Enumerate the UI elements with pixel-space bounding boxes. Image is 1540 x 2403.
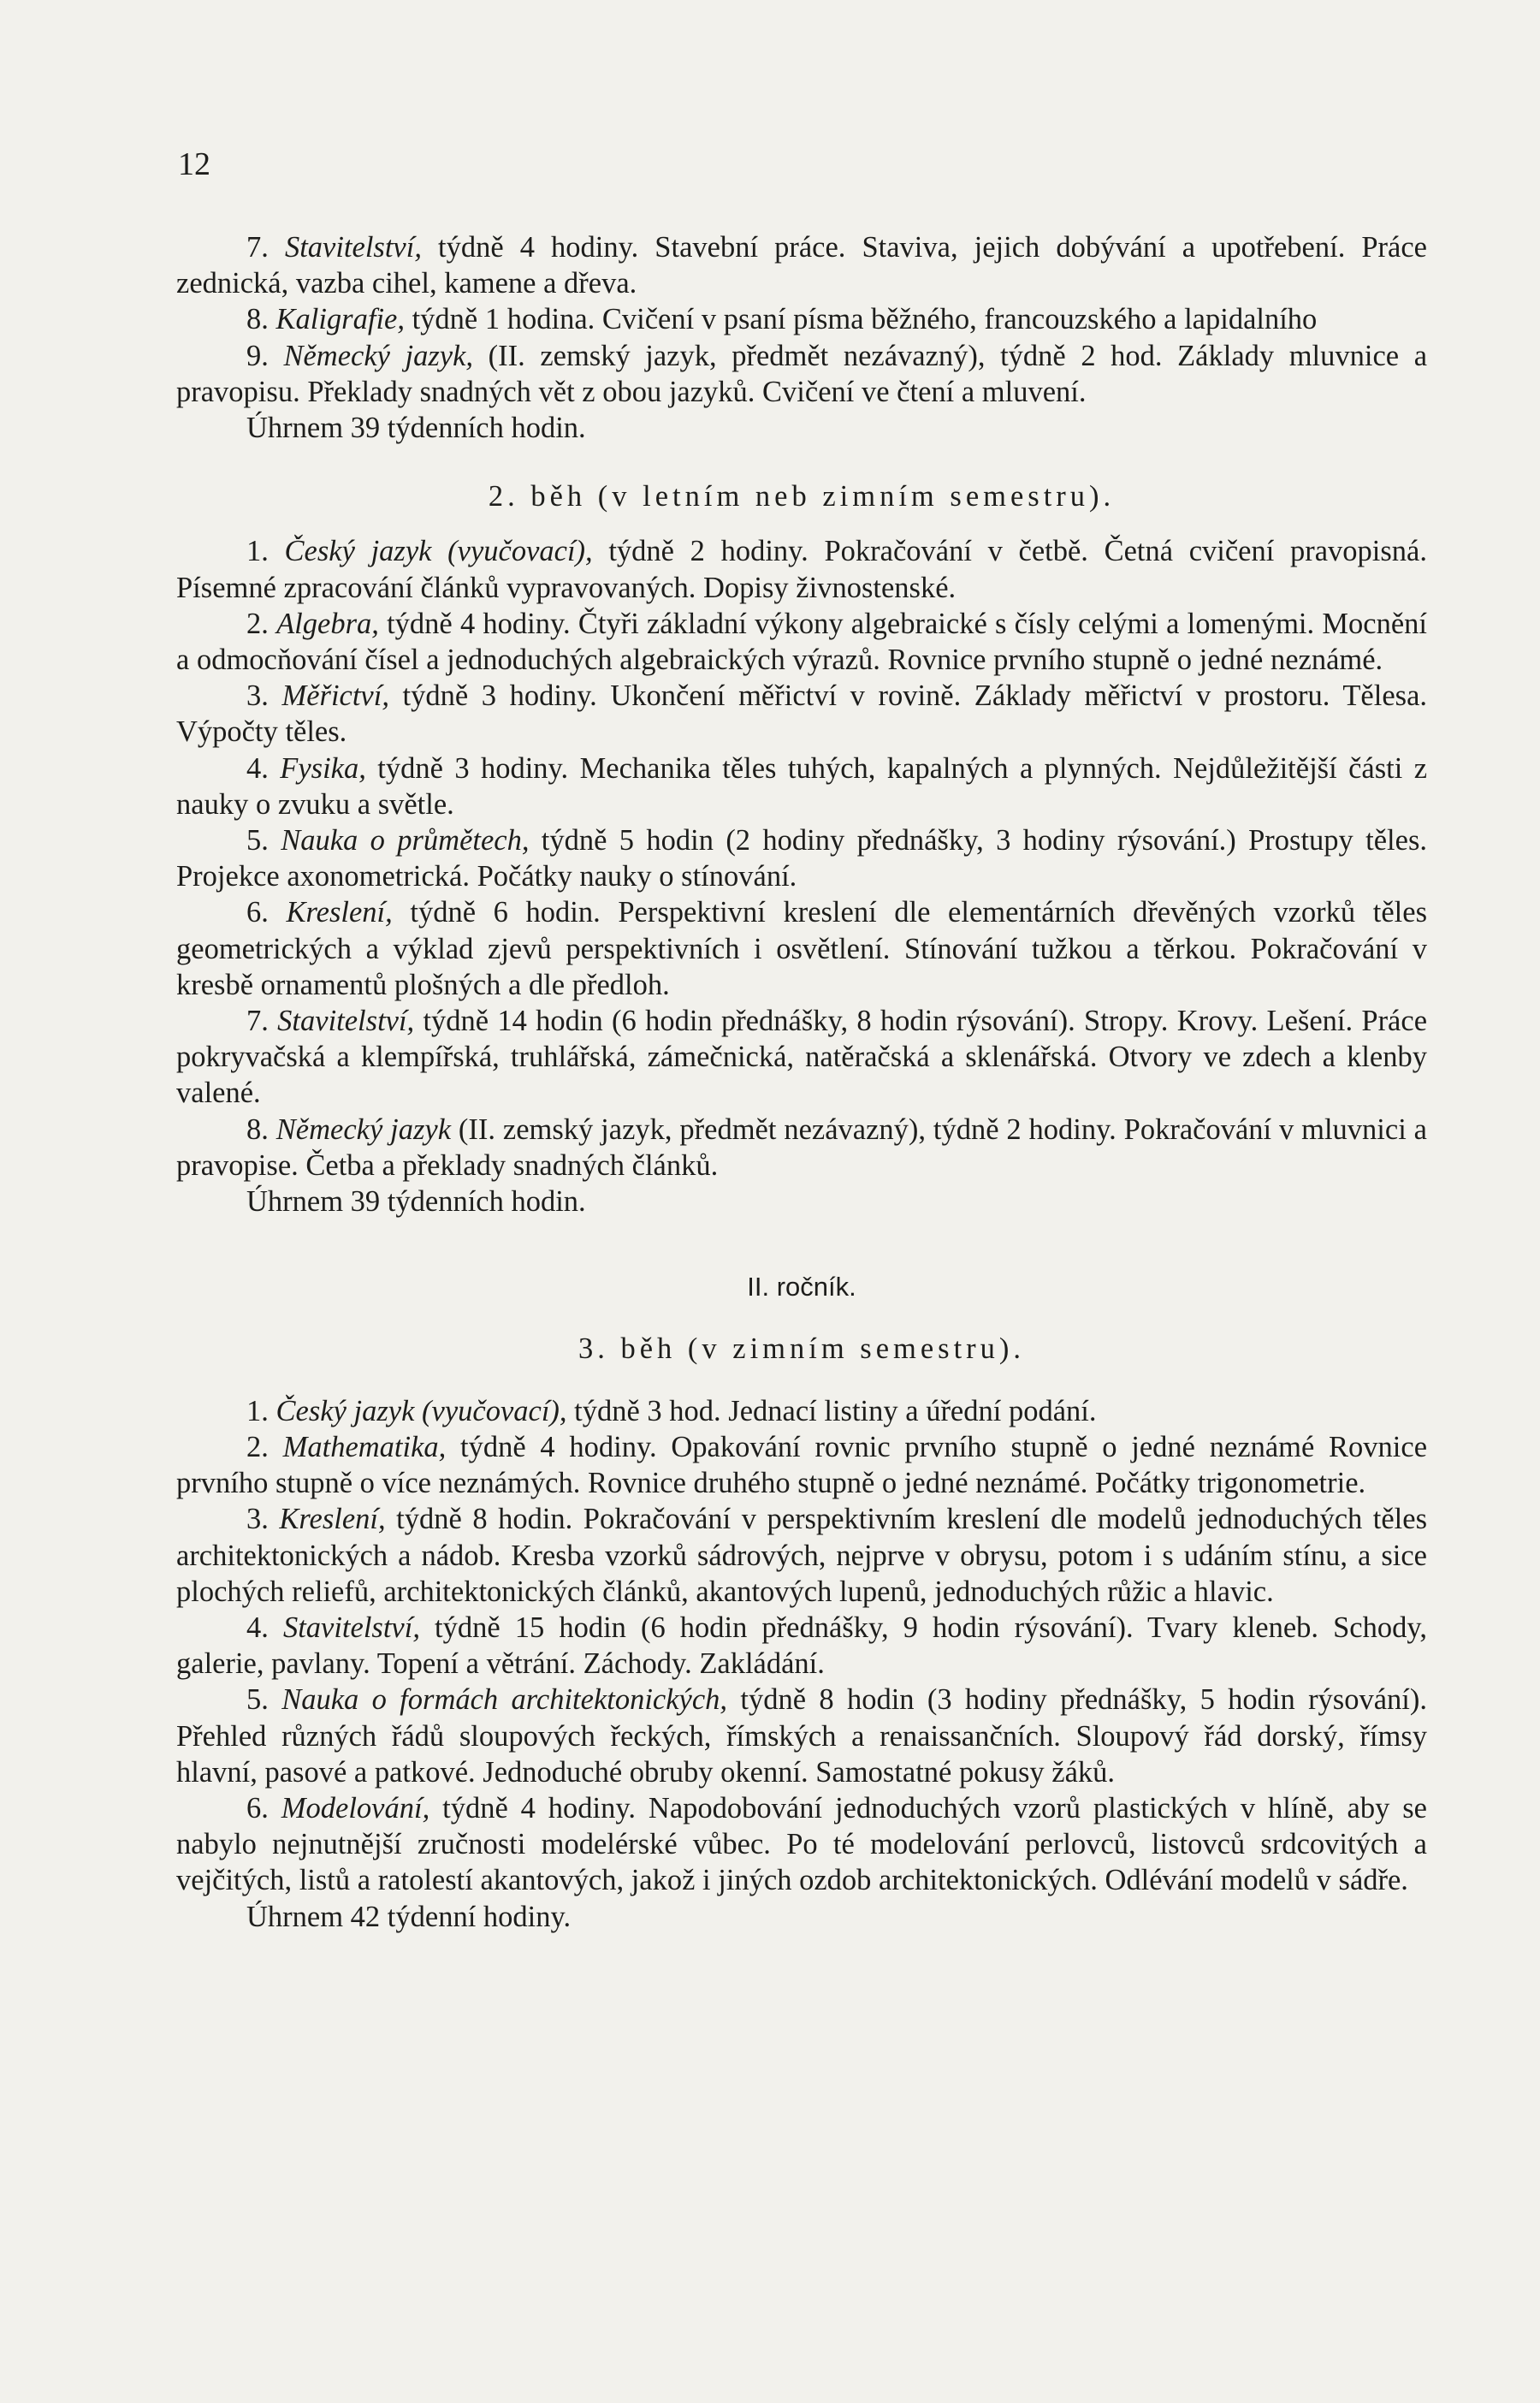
subject-name: Stavitelství,	[282, 1611, 420, 1644]
list-item: 9. Německý jazyk, (II. zemský jazyk, předmět nezávazný), týdně 2 hod. Základy mluvnice a pravopisu. Překlady snadných vět z obou jazyků. Cvičení ve čtení a mluvení.	[176, 339, 1428, 408]
section-2-list	[176, 533, 1427, 1219]
page-body	[176, 229, 1427, 1935]
weekly-total: Úhrnem 39 týdenních hodin.	[246, 1185, 586, 1219]
list-item: 3. Kreslení, týdně 8 hodin. Pokračování v perspektivním kreslení dle modelů jednoduchých těles architektonických a nádob. Kresba vzorků sádrových, nejprve v obrysu, potom i s udáním stínu, a sice plochých reliefů, architektonických článků, akantových lupenů, jednoduchých růžic a hlavic.	[176, 1503, 1428, 1608]
list-item: 8. Kaligrafie, týdně 1 hodina. Cvičení v psaní písma běžného, francouzského a lapidalního	[246, 303, 1318, 336]
subject-name: Nauka o formách architektonických,	[281, 1683, 728, 1717]
year-heading: II. ročník.	[747, 1272, 856, 1302]
subject-name: Německý jazyk,	[283, 339, 474, 372]
list-item: 8. Německý jazyk (II. zemský jazyk, předmět nezávazný), týdně 2 hodiny. Pokračování v mluvnici a pravopise. Četba a překlady snadných článků.	[176, 1112, 1427, 1182]
section-3-list	[176, 1393, 1427, 1935]
list-item: 3. Měřictví, týdně 3 hodiny. Ukončení měřictví v rovině. Základy měřictví v prostoru. Tělesa. Výpočty těles.	[176, 679, 1428, 749]
list-item: 4. Stavitelství, týdně 15 hodin (6 hodin přednášky, 9 hodin rýsování). Tvary kleneb. Schody, galerie, pavlany. Topení a větrání. Záchody. Zakládání.	[176, 1611, 1428, 1681]
subject-name: Stavitelství,	[277, 1005, 415, 1038]
subject-name: Nauka o průmětech,	[281, 824, 530, 857]
list-item: 4. Fysika, týdně 3 hodiny. Mechanika těles tuhých, kapalných a plynných. Nejdůležitější části z nauky o zvuku a světle.	[176, 751, 1428, 821]
page-number: 12	[178, 146, 210, 182]
list-item: 6. Kreslení, týdně 6 hodin. Perspektivní kreslení dle elementárních dřevěných vzorků těles geometrických a výklad zjevů perspektivních i osvětlení. Stínování tužkou a těrkou. Pokračování v kresbě ornamentů plošných a dle předloh.	[176, 896, 1428, 1001]
list-item: 2. Algebra, týdně 4 hodiny. Čtyři základní výkony algebraické s čísly celými a lomenými. Mocnění a odmocňování čísel a jednoduchých algebraických výrazů. Rovnice prvního stupně o jedné neznámé.	[176, 607, 1427, 677]
list-item: 5. Nauka o průmětech, týdně 5 hodin (2 hodiny přednášky, 3 hodiny rýsování.) Prostupy těles. Projekce axonometrická. Počátky nauky o stínování.	[176, 824, 1427, 893]
subject-name: Český jazyk (vyučovací),	[275, 1394, 567, 1427]
list-item: 5. Nauka o formách architektonických, týdně 8 hodin (3 hodiny přednášky, 5 hodin rýsování). Přehled různých řádů sloupových řeckých, římských a renaissančních. Sloupový řád dorský, římsy hlavní, pasové a patkové. Jednoduché obruby okenní. Samostatné pokusy žáků.	[176, 1683, 1427, 1789]
subject-name: Stavitelství,	[284, 231, 422, 264]
subject-name: Kreslení,	[286, 896, 393, 929]
subject-name: Modelování,	[281, 1791, 430, 1824]
subject-name: Kaligrafie,	[275, 303, 405, 336]
subject-name: Měřictví,	[281, 679, 389, 713]
list-item: 7. Stavitelství, týdně 4 hodiny. Stavební práce. Staviva, jejich dobývání a upotřebení. Práce zednická, vazba cihel, kamene a dřeva.	[176, 231, 1427, 300]
weekly-total: Úhrnem 42 týdenní hodiny.	[246, 1900, 572, 1933]
section-heading: 3. běh (v zimním semestru).	[578, 1332, 1026, 1366]
section-heading: 2. běh (v letním neb zimním semestru).	[488, 480, 1116, 513]
section-1-list	[176, 229, 1427, 446]
subject-name: Fysika,	[280, 751, 366, 785]
subject-name: Německý jazyk	[275, 1112, 452, 1146]
subject-name: Mathematika,	[282, 1430, 447, 1463]
list-item: 1. Český jazyk (vyučovací), týdně 2 hodiny. Pokračování v četbě. Četná cvičení pravopisná. Písemné zpracování článků vypravovaných. Dopisy živnostenské.	[176, 535, 1427, 604]
list-item: 6. Modelování, týdně 4 hodiny. Napodobování jednoduchých vzorů plastických v hlíně, aby se nabylo nejnutnější zručnosti modelérské vůbec. Po té modelování perlovců, listovců srdcovitých a vejčitých, listů a ratolestí akantových, jakož i jiných ozdob architektonických. Odlévání modelů v sádře.	[176, 1791, 1427, 1897]
weekly-total: Úhrnem 39 týdenních hodin.	[246, 412, 586, 445]
list-item: 2. Mathematika, týdně 4 hodiny. Opakování rovnic prvního stupně o jedné neznámé Rovnice prvního stupně o více neznámých. Rovnice druhého stupně o jedné neznámé. Počátky trigonometrie.	[176, 1430, 1428, 1500]
list-item: 1. Český jazyk (vyučovací), týdně 3 hod. Jednací listiny a úřední podání.	[246, 1394, 1097, 1427]
subject-name: Algebra,	[276, 607, 379, 640]
list-item: 7. Stavitelství, týdně 14 hodin (6 hodin přednášky, 8 hodin rýsování). Stropy. Krovy. Lešení. Práce pokryvačská a klempířská, truhlářská, zámečnická, natěračská a sklenářská. Otvory ve zdech a klenby valené.	[176, 1005, 1428, 1110]
subject-name: Český jazyk (vyučovací),	[284, 535, 593, 568]
subject-name: Kreslení,	[279, 1503, 386, 1536]
